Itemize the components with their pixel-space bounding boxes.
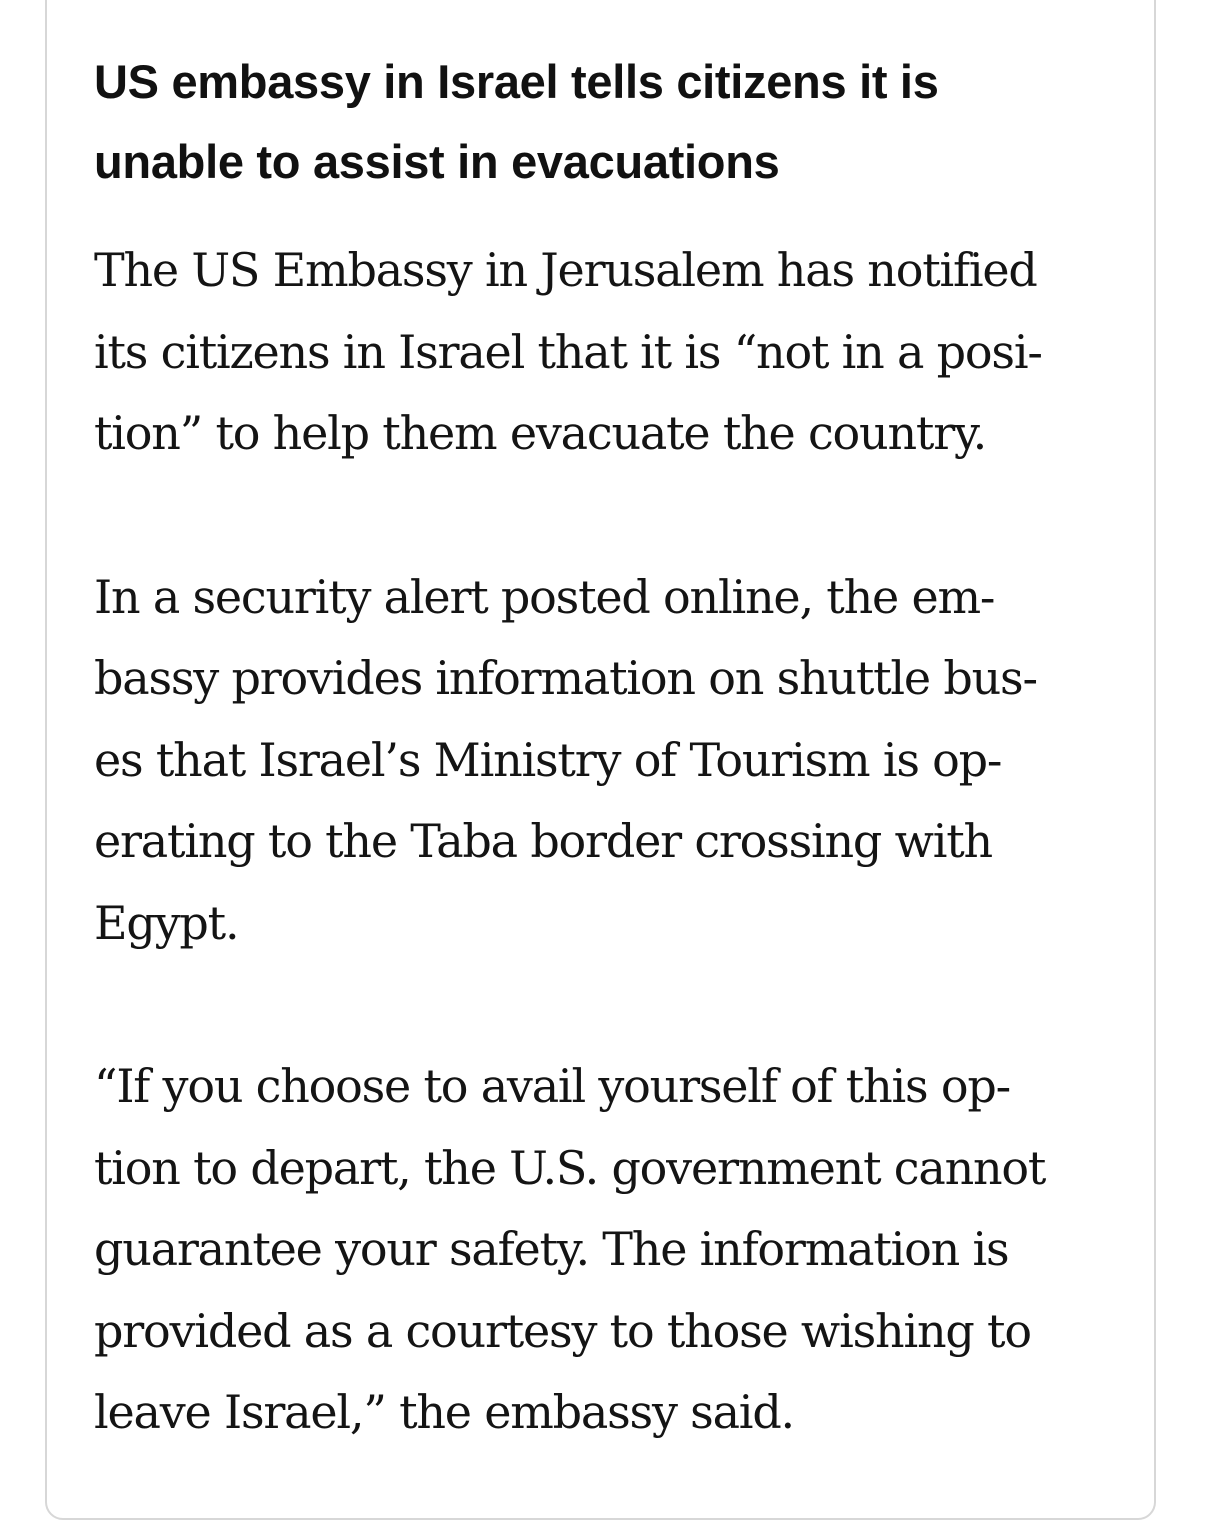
paragraph-line: its citizens in Israel that it is “not in a posi-: [94, 324, 1042, 379]
article-content: [94, 42, 1124, 1454]
article-paragraph: [94, 230, 1124, 475]
paragraph-line: tion” to help them evacuate the country.: [94, 406, 987, 460]
article-paragraph: [94, 1046, 1124, 1454]
paragraph-line: “If you choose to avail yourself of this op-: [94, 1059, 1010, 1113]
article-headline[interactable]: [94, 42, 1124, 202]
paragraph-line: es that Israel’s Ministry of Tourism is op-: [94, 732, 1002, 787]
paragraph-line: provided as a courtesy to those wishing to: [94, 1303, 1031, 1358]
paragraph-line: guarantee your safety. The information is: [94, 1222, 1009, 1276]
paragraph-line: leave Israel,” the embassy said.: [94, 1385, 794, 1439]
article-paragraph: [94, 557, 1124, 965]
headline-line: unable to assist in evacuations: [94, 135, 780, 188]
paragraph-line: tion to depart, the U.S. government cannot: [94, 1140, 1046, 1195]
paragraph-line: bassy provides information on shuttle bus-: [94, 651, 1037, 705]
paragraph-line: erating to the Taba border crossing with: [94, 814, 992, 868]
paragraph-line: Egypt.: [94, 895, 239, 950]
paragraph-line: The US Embassy in Jerusalem has notified: [94, 243, 1037, 297]
paragraph-line: In a security alert posted online, the em-: [94, 569, 995, 624]
headline-line: US embassy in Israel tells citizens it is: [94, 55, 939, 108]
